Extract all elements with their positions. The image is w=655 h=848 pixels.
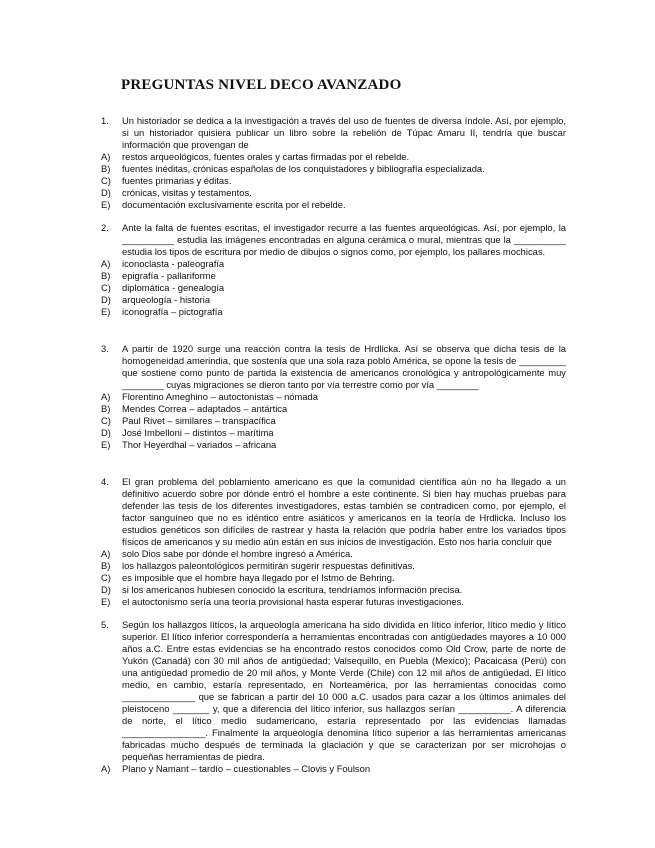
option-letter: C)	[101, 415, 111, 426]
question-2	[101, 222, 566, 318]
option-letter: E)	[101, 199, 111, 210]
option-c	[101, 572, 566, 584]
option-letter: E)	[101, 439, 111, 450]
option-d	[101, 584, 566, 596]
option-text: iconoclasta - paleografía	[122, 258, 225, 269]
question-number: 3.	[101, 343, 109, 354]
option-a	[101, 391, 566, 403]
question-number: 1.	[101, 115, 109, 126]
question-stem	[101, 619, 566, 763]
option-e	[101, 596, 566, 608]
option-text: si los americanos hubiesen conocido la escritura, tendríamos información precisa.	[122, 584, 463, 595]
option-text: solo Dios sabe por dónde el hombre ingresó a América.	[122, 548, 353, 559]
option-text: Thor Heyerdhal – variados – africana	[122, 439, 277, 450]
question-stem	[101, 343, 566, 391]
option-letter: A)	[101, 151, 111, 162]
option-text: iconografía – pictografía	[122, 306, 223, 317]
option-text: Florentino Ameghino – autoctonistas – nómada	[122, 391, 318, 402]
page-title: PREGUNTAS NIVEL DECO AVANZADO	[121, 77, 402, 93]
option-text: crónicas, visitas y testamentos.	[122, 187, 252, 198]
option-text: fuentes primarias y éditas.	[122, 175, 232, 186]
option-letter: D)	[101, 294, 111, 305]
option-a	[101, 151, 566, 163]
option-text: restos arqueológicos, fuentes orales y cartas firmadas por el rebelde.	[122, 151, 410, 162]
question-text: Ante la falta de fuentes escritas, el investigador recurre a las fuentes arqueológicas. Así, por ejemplo, la __________ estudia las imágenes encontradas en alguna cerámica o mural, mientras que la __________ estudia los tipos de escritura por medio de dibujos o signos como, por ejemplo, los pallares mochicas.	[122, 222, 566, 257]
option-b	[101, 403, 566, 415]
option-letter: C)	[101, 175, 111, 186]
option-text: fuentes inéditas, crónicas españolas de los conquistadores y bibliografía especializada.	[122, 163, 485, 174]
option-text: Plano y Namant – tardío – cuestionables – Clovis y Foulson	[122, 763, 371, 774]
question-3	[101, 343, 566, 451]
question-number: 5.	[101, 619, 109, 630]
option-b	[101, 270, 566, 282]
question-number: 4.	[101, 476, 109, 487]
option-b	[101, 560, 566, 572]
question-stem	[101, 222, 566, 258]
question-text: Un historiador se dedica a la investigación a través del uso de fuentes de diversa índole. Así, por ejemplo, si un historiador quisiera publicar un libro sobre la rebelión de Túpac Amaru II, tendría que buscar información que provengan de	[122, 115, 566, 150]
option-letter: D)	[101, 187, 111, 198]
option-letter: A)	[101, 258, 111, 269]
option-letter: A)	[101, 391, 111, 402]
option-text: los hallazgos paleontológicos permitirán sugerir respuestas definitivas.	[122, 560, 415, 571]
option-c	[101, 282, 566, 294]
question-stem	[101, 115, 566, 151]
option-letter: B)	[101, 560, 111, 571]
question-number: 2.	[101, 222, 109, 233]
option-letter: D)	[101, 584, 111, 595]
option-a	[101, 763, 566, 775]
question-stem	[101, 476, 566, 548]
option-text: epigrafía - pallariforme	[122, 270, 216, 281]
option-c	[101, 415, 566, 427]
option-b	[101, 163, 566, 175]
option-text: documentación exclusivamente escrita por el rebelde.	[122, 199, 346, 210]
option-text: el autoctonismo sería una teoría provisional hasta esperar futuras investigaciones.	[122, 596, 464, 607]
option-letter: B)	[101, 403, 111, 414]
question-text: A partir de 1920 surge una reacción contra la tesis de Hrdlicka. Así se observa que dicha tesis de la homogeneidad amerindia, que sostenía que una sola raza pobló América, se opone la tesis de _________ que sostiene como punto de partida la existencia de americanos cronológica y antropológicamente muy ________ cuyas migraciones se dieron tanto por vía terrestre como por vía ________	[122, 343, 566, 390]
option-a	[101, 548, 566, 560]
option-letter: A)	[101, 763, 111, 774]
question-4	[101, 476, 566, 608]
option-text: José Imbelloni – distintos – marítima	[122, 427, 274, 438]
question-1	[101, 115, 566, 211]
option-c	[101, 175, 566, 187]
option-d	[101, 294, 566, 306]
option-e	[101, 439, 566, 451]
option-d	[101, 427, 566, 439]
option-letter: C)	[101, 282, 111, 293]
option-text: Mendes Correa – adaptados – antártica	[122, 403, 288, 414]
option-e	[101, 199, 566, 211]
option-letter: B)	[101, 163, 111, 174]
option-d	[101, 187, 566, 199]
option-letter: D)	[101, 427, 111, 438]
option-letter: C)	[101, 572, 111, 583]
option-letter: B)	[101, 270, 111, 281]
option-text: arqueología - historia	[122, 294, 211, 305]
question-5	[101, 619, 566, 775]
question-text: El gran problema del poblamiento americano es que la comunidad científica aún no ha llegado a un definitivo acuerdo sobre por dónde entró el hombre a este continente. Si bien hay muchas pruebas para defender las tesis de los diferentes investigadores, estas también se contradicen como, por ejemplo, el factor sanguíneo que no es idéntico entre asiáticos y americanos en la teoría de Hrdlicka. Incluso los estudios genéticos son difíciles de rastrear y hasta la relación que podría haber entre los variados tipos físicos de americanos y su medio aún están en sus inicios de investigación. Esto nos haría concluir que	[122, 476, 566, 547]
question-text: Según los hallazgos líticos, la arqueología americana ha sido dividida en lítico inferior, lítico medio y lítico superior. El lítico inferior correspondería a herramientas encontradas con antigüedades mayores a 10 000 años a.C. Entre estas evidencias se ha encontrado restos conocidos como Old Crow, parte de norte de Yukón (Canadá) con 30 mil años de antigüedad; Valsequillo, en Puebla (Mexico); Pacaicasa (Perú) con una antigüedad promedio de 20 mil años, y Monte Verde (Chile) con 12 mil años de antigüedad. El lítico medio, en cambio, estaría representado, en Norteamérica, por las herramientas conocidas como ______________ que se fabrican a partir del 10 000 a.C. usados para cazar a los últimos animales del pleistoceno _______ y, que a diferencia del lítico inferior, sus hallazgos serían __________. A diferencia de norte, el lítico medio sudamericano, estaría representado por las evidencias llamadas ________________. Finalmente la arqueología denomina lítico superior a las herramientas americanas fabricadas mucho después de terminada la glaciación y que se caracterizan por ser microhojas o pequeñas herramientas de piedra.	[122, 619, 566, 762]
option-a	[101, 258, 566, 270]
option-letter: E)	[101, 596, 111, 607]
option-e	[101, 306, 566, 318]
option-text: Paul Rivet – similares – transpacífica	[122, 415, 276, 426]
option-text: es imposible que el hombre haya llegado por el Istmo de Behring.	[122, 572, 395, 583]
option-letter: E)	[101, 306, 111, 317]
option-text: diplomática - genealogía	[122, 282, 225, 293]
option-letter: A)	[101, 548, 111, 559]
